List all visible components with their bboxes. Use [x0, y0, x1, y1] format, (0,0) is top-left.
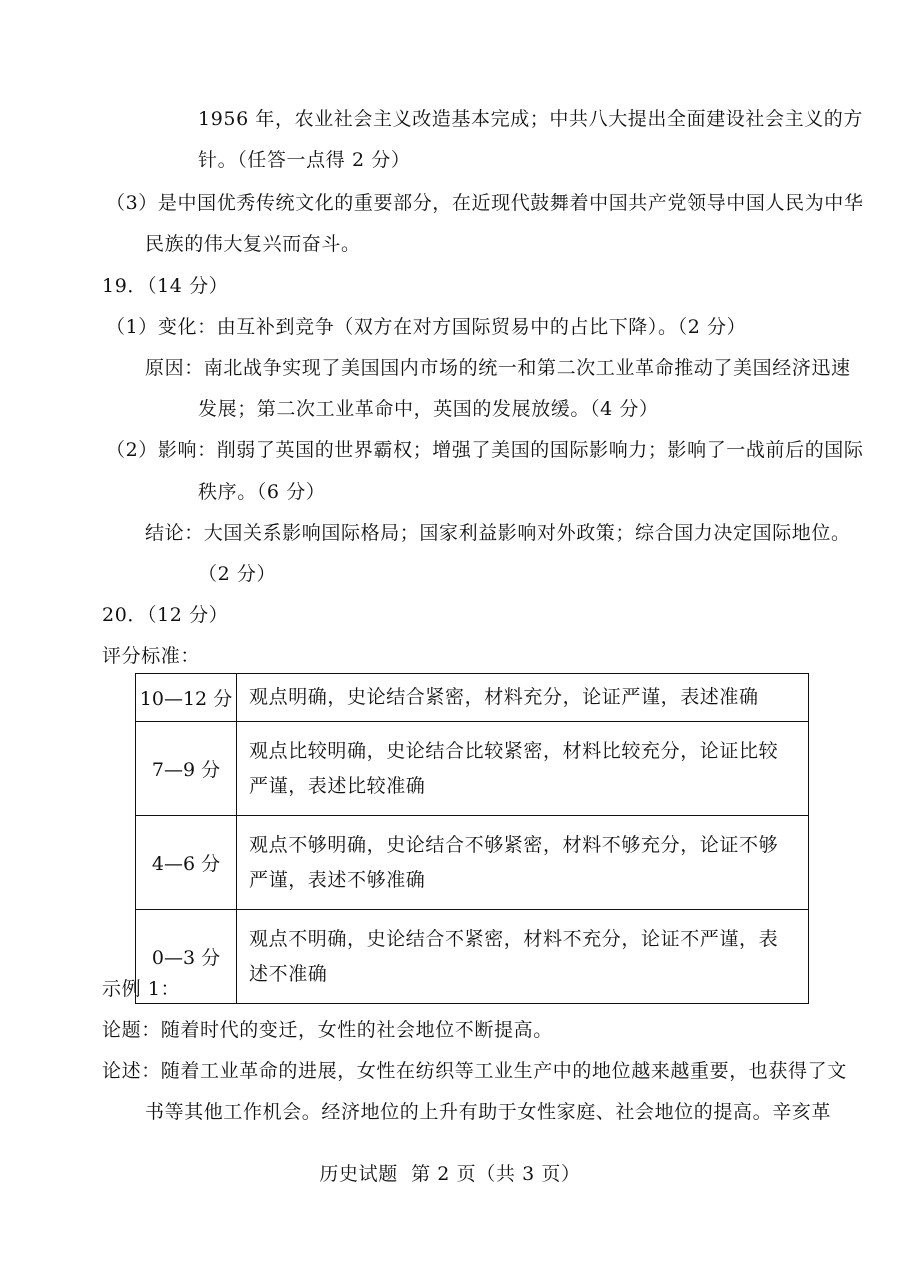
rubric-row [136, 816, 809, 910]
answer-19-1-change: （1）变化：由互补到竞争（双方在对方国际贸易中的占比下降）。（2 分） [106, 316, 747, 338]
rubric-score: 10—12 分 [136, 674, 237, 722]
example-argument-line-2: 书等其他工作机会。经济地位的上升有助于女性家庭、社会地位的提高。辛亥革 [145, 1101, 832, 1123]
rubric-desc: 观点明确，史论结合紧密，材料充分，论证严谨，表述准确 [237, 674, 809, 722]
answer-19-1-reason-line-2: 发展；第二次工业革命中，英国的发展放缓。（4 分） [198, 398, 659, 420]
page-footer: 历史试题 第 2 页（共 3 页） [319, 1163, 581, 1185]
answer-line-score-note: 针。（任答一点得 2 分） [198, 149, 411, 171]
answer-line-1956: 1956 年，农业社会主义改造基本完成；中共八大提出全面建设社会主义的方 [198, 108, 863, 130]
answer-19-1-reason-line-1: 原因：南北战争实现了美国国内市场的统一和第二次工业革命推动了美国经济迅速 [145, 357, 851, 379]
rubric-label: 评分标准： [102, 645, 201, 667]
answer-q3-line-1: （3）是中国优秀传统文化的重要部分，在近现代鼓舞着中国共产党领导中国人民为中华 [106, 192, 864, 214]
answer-19-2-impact-line-2: 秩序。（6 分） [198, 481, 326, 503]
rubric-score: 4—6 分 [136, 816, 237, 910]
answer-19-2-conclusion-line-1: 结论：大国关系影响国际格局；国家利益影响对外政策；综合国力决定国际地位。 [145, 522, 851, 544]
rubric-score: 0—3 分 [136, 910, 237, 1004]
question-19-heading: 19．（14 分） [102, 275, 229, 297]
example-1-heading: 示例 1： [102, 978, 181, 1000]
rubric-desc: 观点比较明确，史论结合比较紧密，材料比较充分，论证比较严谨，表述比较准确 [237, 722, 809, 816]
rubric-row [136, 910, 809, 1004]
answer-19-2-impact-line-1: （2）影响：削弱了英国的世界霸权；增强了美国的国际影响力；影响了一战前后的国际 [106, 439, 864, 461]
rubric-desc: 观点不够明确，史论结合不够紧密，材料不够充分，论证不够严谨，表述不够准确 [237, 816, 809, 910]
rubric-row [136, 722, 809, 816]
answer-19-2-conclusion-line-2: （2 分） [198, 563, 277, 585]
answer-q3-line-2: 民族的伟大复兴而奋斗。 [145, 233, 361, 255]
example-thesis: 论题：随着时代的变迁，女性的社会地位不断提高。 [102, 1019, 553, 1041]
rubric-desc: 观点不明确，史论结合不紧密，材料不充分，论证不严谨，表述不准确 [237, 910, 809, 1004]
example-argument-line-1: 论述：随着工业革命的进展，女性在纺织等工业生产中的地位越来越重要，也获得了文 [102, 1060, 847, 1082]
question-20-heading: 20．（12 分） [102, 604, 229, 626]
rubric-score: 7—9 分 [136, 722, 237, 816]
rubric-row [136, 674, 809, 722]
rubric-table [135, 673, 809, 1004]
